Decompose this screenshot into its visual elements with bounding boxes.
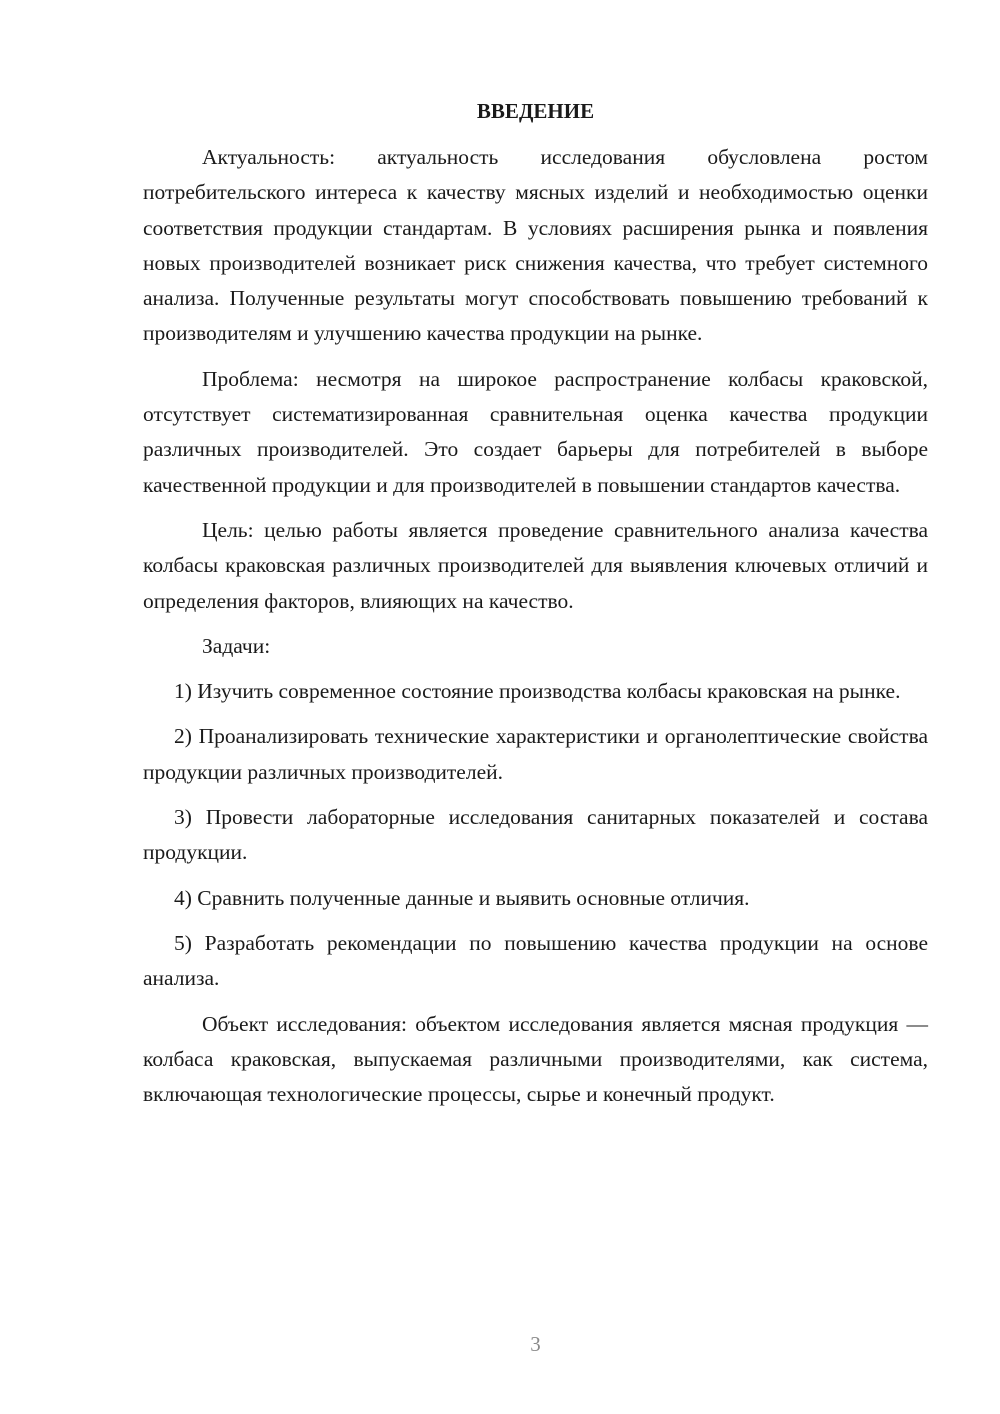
task-item-1: 1) Изучить современное состояние производства колбасы краковская на рынке. [174,679,901,704]
task-item-3: 3) Провести лабораторные исследования санитарных показателей и состава продукции. [143,805,928,865]
task-item-2: 2) Проанализировать технические характеристики и органолептические свойства продукции различных производителей. [143,724,928,784]
task-item-4: 4) Сравнить полученные данные и выявить основные отличия. [174,885,750,910]
task-item-5: 5) Разработать рекомендации по повышению качества продукции на основе анализа. [143,930,928,991]
paragraph-object: Объект исследования: объектом исследования является мясная продукция — колбаса краковская, выпускаемая различными производителями, как система, включающая технологические процессы, сырье и конечный продукт. [143,1011,928,1107]
paragraph-problem: Проблема: несмотря на широкое распространение колбасы краковской, отсутствует систематизированная сравнительная оценка качества продукции различных производителей. Это создает барьеры для потребителей в выборе качественной продукции и для производителей в повышении стандартов качества. [143,366,928,497]
paragraph-relevance: Актуальность: актуальность исследования обусловлена ростом потребительского интереса к качеству мясных изделий и необходимостью оценки соответствия продукции стандартам. В условиях расширения рынка и появления новых производителей возникает риск снижения качества, что требует системного анализа. Полученные результаты могут способствовать повышению требований к производителям и улучшению качества продукции на рынке. [143,145,928,346]
document-page [143,93,928,1122]
paragraph-goal: Цель: целью работы является проведение сравнительного анализа качества колбасы краковская различных производителей для выявления ключевых отличий и определения факторов, влияющих на качество. [143,517,928,613]
tasks-heading: Задачи: [202,633,271,658]
page-title: ВВЕДЕНИЕ [476,99,595,123]
page-number: 3 [530,1332,541,1356]
